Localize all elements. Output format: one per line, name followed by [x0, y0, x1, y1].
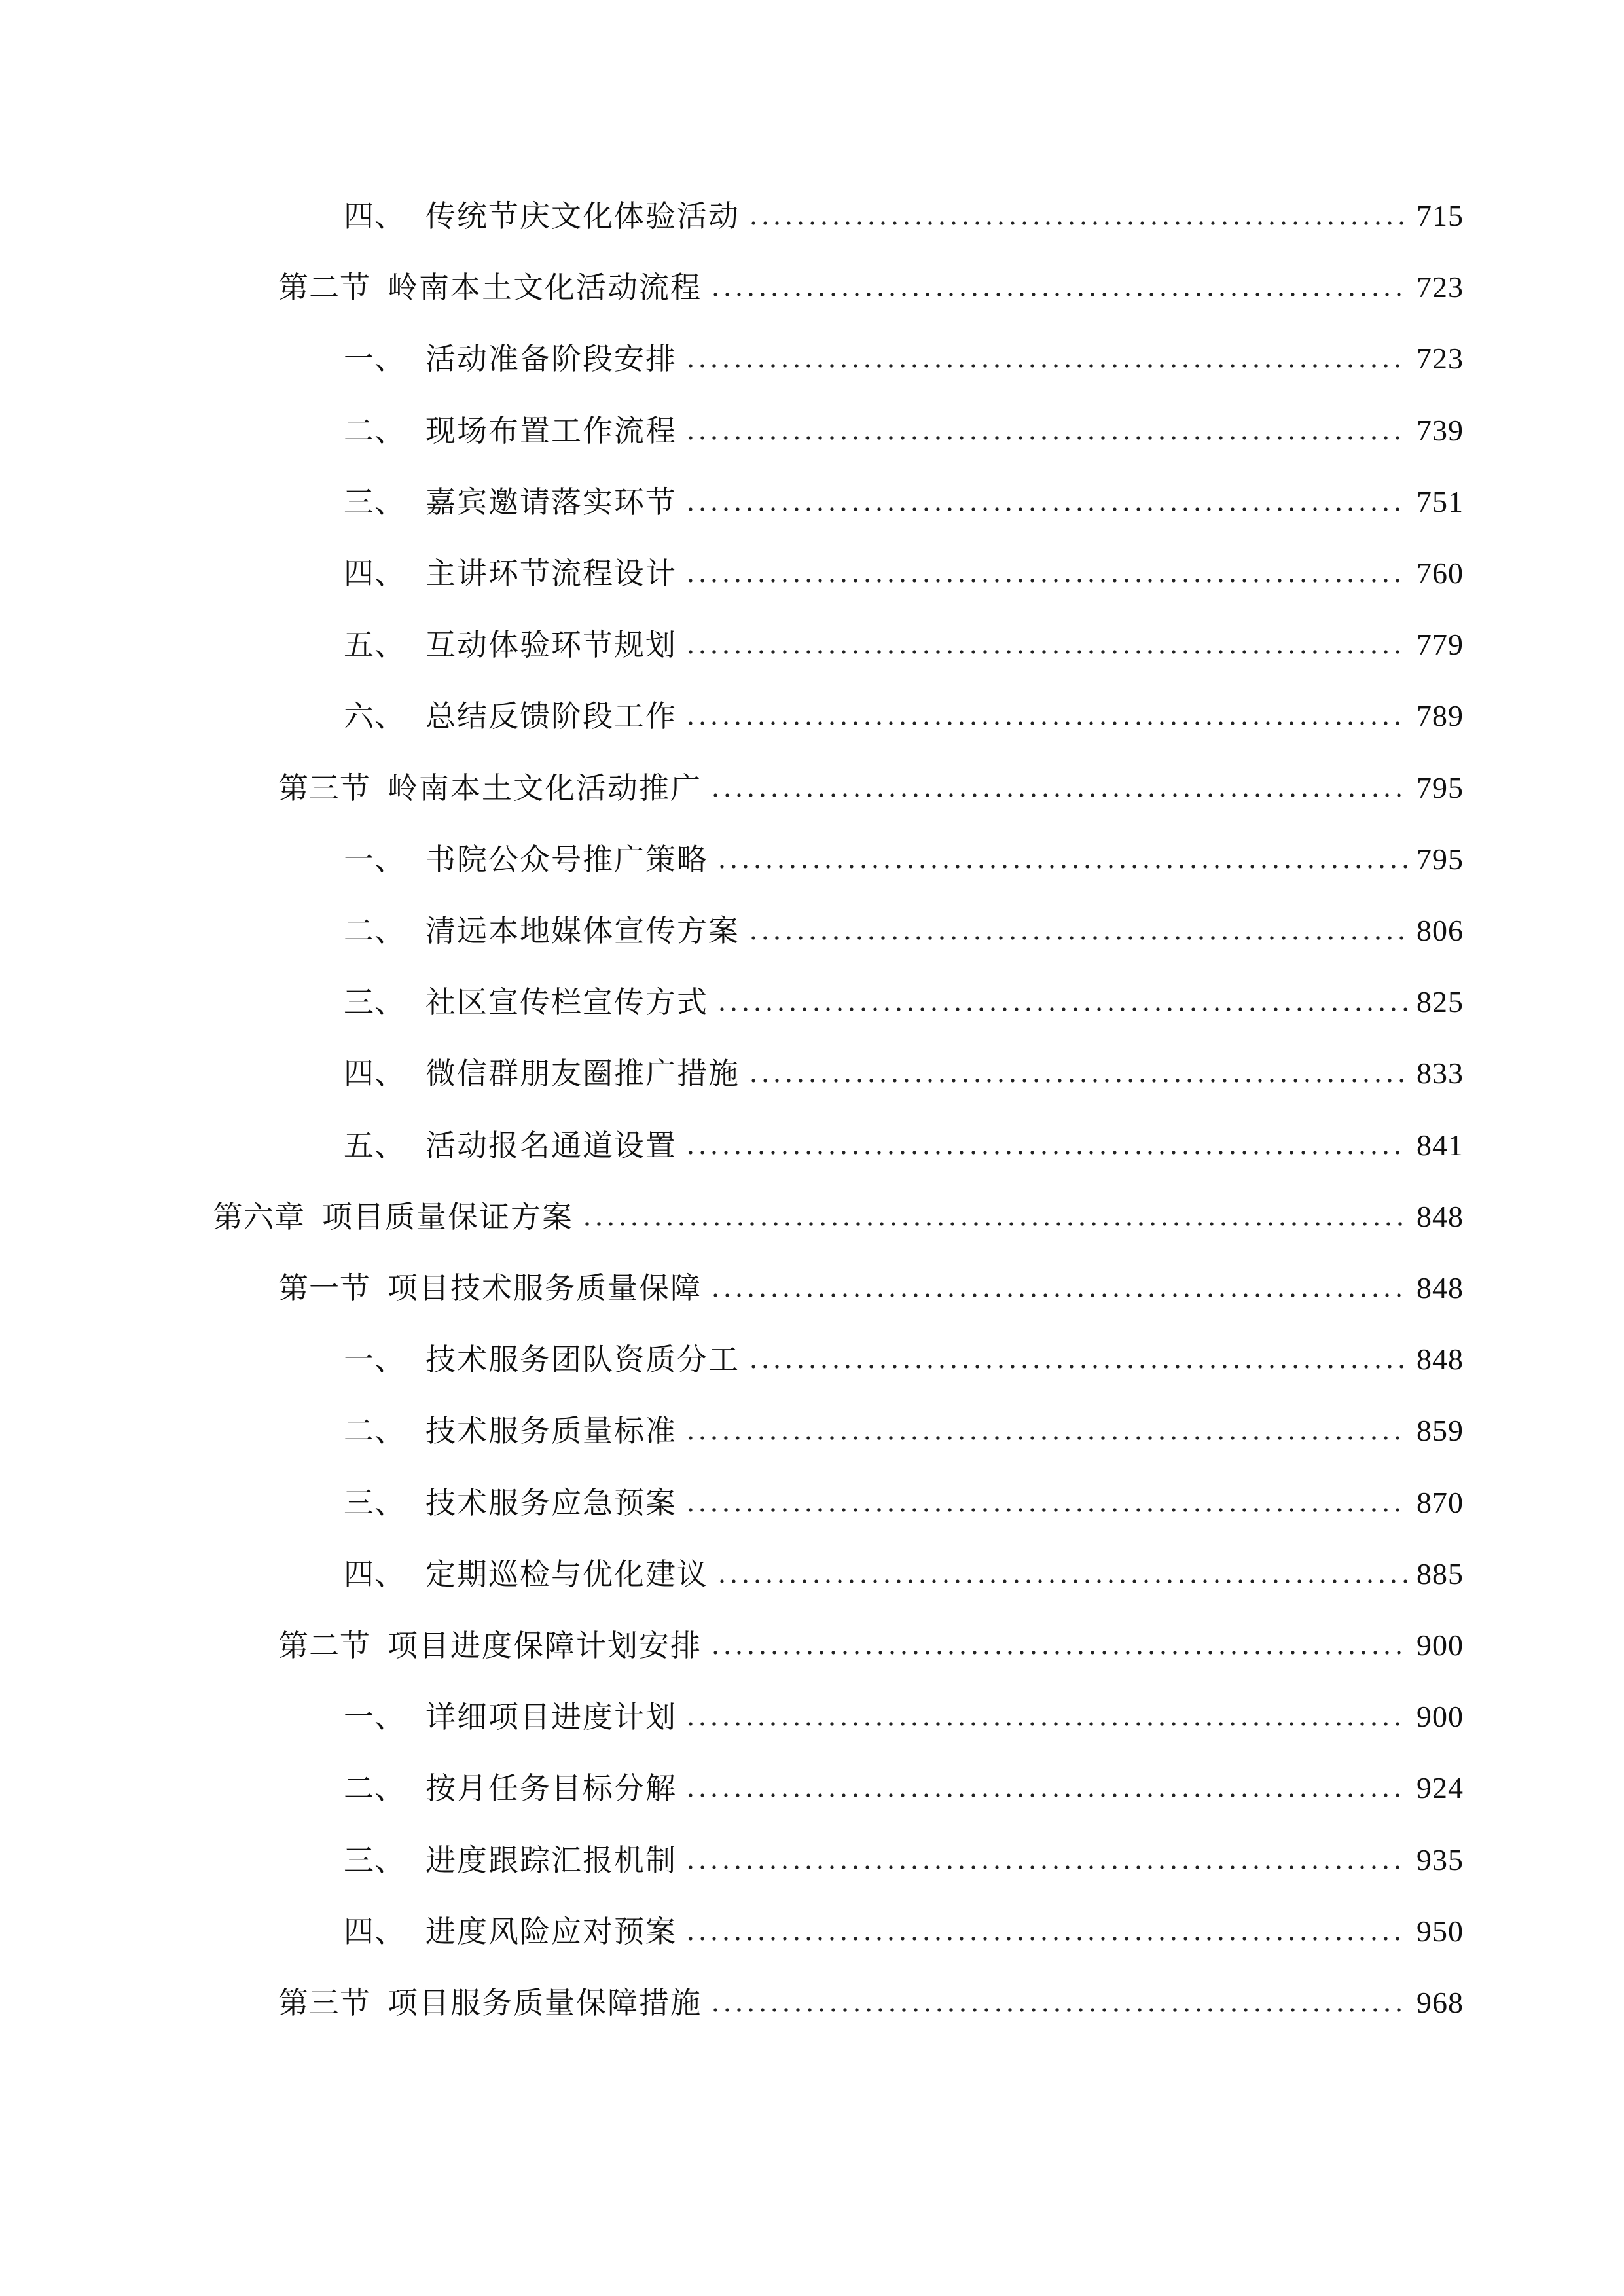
toc-entry-title: 社区宣传栏宣传方式 [425, 984, 708, 1020]
toc-entry[interactable] [344, 690, 1464, 742]
toc-entry-number: 一、 [344, 1342, 405, 1378]
toc-entry-page: 848 [1416, 1342, 1464, 1376]
toc-entry-page: 739 [1416, 413, 1464, 447]
dot-leader [716, 1579, 1407, 1583]
toc-entry-title: 项目服务质量保障措施 [388, 1985, 702, 2020]
toc-entry[interactable] [344, 190, 1464, 242]
toc-entry-title: 岭南本土文化活动流程 [388, 270, 702, 306]
toc-entry-number: 第三节 [278, 1985, 370, 2020]
toc-entry[interactable] [344, 476, 1464, 528]
toc-entry-number: 六、 [344, 698, 405, 734]
toc-entry-page: 859 [1416, 1414, 1464, 1448]
toc-entry-page: 900 [1416, 1700, 1464, 1734]
toc-entry-number: 第一节 [278, 1270, 370, 1306]
toc-entry-page: 968 [1416, 1986, 1464, 2019]
dot-leader [685, 1508, 1407, 1512]
toc-entry[interactable] [344, 976, 1464, 1028]
toc-entry-number: 第二节 [278, 270, 370, 306]
toc-entry-number: 五、 [344, 1127, 405, 1163]
toc-entry-page: 870 [1416, 1485, 1464, 1519]
toc-entry-title: 项目质量保证方案 [322, 1198, 573, 1234]
toc-entry-title: 技术服务质量标准 [425, 1413, 677, 1449]
dot-leader [685, 579, 1407, 583]
dot-leader [685, 721, 1407, 725]
toc-entry-title: 按月任务目标分解 [425, 1770, 677, 1806]
toc-entry-number: 第六章 [213, 1198, 305, 1234]
dot-leader [710, 293, 1407, 296]
toc-entry-number: 五、 [344, 627, 405, 663]
toc-entry-page: 848 [1416, 1199, 1464, 1233]
toc-entry-title: 技术服务团队资质分工 [425, 1342, 740, 1378]
toc-entry[interactable] [344, 1047, 1464, 1100]
dot-leader [685, 364, 1407, 368]
toc-entry-page: 806 [1416, 914, 1464, 947]
toc-entry-number: 二、 [344, 412, 405, 448]
toc-entry[interactable] [278, 261, 1464, 314]
toc-entry-number: 四、 [344, 1556, 405, 1592]
dot-leader [716, 1007, 1407, 1011]
toc-entry-number: 三、 [344, 984, 405, 1020]
dot-leader [748, 1079, 1407, 1083]
toc-entry[interactable] [344, 1691, 1464, 1743]
toc-entry-number: 一、 [344, 841, 405, 877]
toc-entry-page: 751 [1416, 484, 1464, 518]
dot-leader [748, 1365, 1407, 1369]
toc-entry[interactable] [344, 619, 1464, 671]
toc-entry-title: 项目技术服务质量保障 [388, 1270, 702, 1306]
toc-entry-page: 760 [1416, 556, 1464, 590]
toc-entry-number: 四、 [344, 1056, 405, 1092]
dot-leader [716, 865, 1407, 869]
toc-entry-number: 一、 [344, 341, 405, 377]
toc-entry-title: 进度风险应对预案 [425, 1913, 677, 1949]
toc-entry[interactable] [278, 762, 1464, 814]
toc-entry[interactable] [344, 1905, 1464, 1958]
dot-leader [685, 1937, 1407, 1941]
toc-entry-title: 微信群朋友圈推广措施 [425, 1056, 740, 1092]
dot-leader [581, 1222, 1407, 1226]
toc-entry-number: 三、 [344, 1484, 405, 1520]
toc-entry-title: 定期巡检与优化建议 [425, 1556, 708, 1592]
toc-entry[interactable] [344, 905, 1464, 957]
toc-entry-title: 互动体验环节规划 [425, 627, 677, 663]
toc-entry-title: 项目进度保障计划安排 [388, 1628, 702, 1663]
dot-leader [685, 507, 1407, 511]
toc-entry[interactable] [344, 1119, 1464, 1172]
toc-entry[interactable] [344, 1405, 1464, 1457]
dot-leader [710, 1293, 1407, 1297]
dot-leader [710, 1651, 1407, 1655]
dot-leader [685, 1722, 1407, 1726]
toc-entry-title: 清远本地媒体宣传方案 [425, 913, 740, 948]
toc-entry[interactable] [344, 332, 1464, 385]
toc-entry[interactable] [344, 404, 1464, 457]
toc-entry-page: 900 [1416, 1628, 1464, 1662]
toc-entry-title: 岭南本土文化活动推广 [388, 770, 702, 806]
dot-leader [685, 650, 1407, 654]
dot-leader [685, 1865, 1407, 1869]
toc-entry-number: 四、 [344, 1913, 405, 1949]
dot-leader [685, 436, 1407, 440]
toc-entry[interactable] [344, 833, 1464, 886]
dot-leader [685, 1436, 1407, 1440]
toc-entry[interactable] [344, 547, 1464, 600]
toc-entry[interactable] [278, 1262, 1464, 1314]
dot-leader [748, 221, 1407, 225]
toc-entry[interactable] [344, 1548, 1464, 1600]
toc-entry-page: 924 [1416, 1771, 1464, 1805]
dot-leader [710, 793, 1407, 797]
toc-entry-title: 进度跟踪汇报机制 [425, 1842, 677, 1878]
toc-entry-page: 833 [1416, 1056, 1464, 1090]
toc-entry[interactable] [344, 1333, 1464, 1386]
toc-entry-number: 三、 [344, 1842, 405, 1878]
toc-entry-title: 嘉宾邀请落实环节 [425, 484, 677, 520]
toc-entry-number: 三、 [344, 484, 405, 520]
dot-leader [710, 2008, 1407, 2012]
dot-leader [685, 1151, 1407, 1155]
toc-entry-number: 一、 [344, 1699, 405, 1735]
toc-entry-title: 活动准备阶段安排 [425, 341, 677, 377]
dot-leader [748, 936, 1407, 940]
toc-entry-number: 第三节 [278, 770, 370, 806]
toc-entry-page: 825 [1416, 985, 1464, 1019]
toc-entry-title: 书院公众号推广策略 [425, 841, 708, 877]
toc-entry-title: 技术服务应急预案 [425, 1484, 677, 1520]
toc-entry-number: 二、 [344, 913, 405, 948]
dot-leader [685, 1793, 1407, 1797]
toc-entry[interactable] [278, 1619, 1464, 1672]
toc-entry-number: 四、 [344, 556, 405, 591]
toc-entry-title: 活动报名通道设置 [425, 1127, 677, 1163]
toc-entry-page: 935 [1416, 1842, 1464, 1876]
toc-entry[interactable] [213, 1191, 1464, 1243]
toc-entry[interactable] [344, 1762, 1464, 1814]
toc-entry-page: 715 [1416, 199, 1464, 232]
toc-entry-page: 841 [1416, 1128, 1464, 1162]
toc-entry-title: 传统节庆文化体验活动 [425, 198, 740, 234]
toc-entry-page: 723 [1416, 342, 1464, 376]
toc-entry-number: 二、 [344, 1413, 405, 1449]
toc-entry-page: 723 [1416, 270, 1464, 304]
toc-entry-title: 详细项目进度计划 [425, 1699, 677, 1735]
toc-entry[interactable] [344, 1834, 1464, 1886]
toc-entry-page: 795 [1416, 842, 1464, 876]
toc-entry-number: 四、 [344, 198, 405, 234]
toc-entry[interactable] [344, 1477, 1464, 1529]
toc-entry-page: 885 [1416, 1556, 1464, 1590]
toc-entry-page: 848 [1416, 1271, 1464, 1304]
toc-entry-page: 950 [1416, 1914, 1464, 1948]
toc-entry-number: 二、 [344, 1770, 405, 1806]
toc-entry-page: 779 [1416, 628, 1464, 662]
toc-entry-title: 总结反馈阶段工作 [425, 698, 677, 734]
toc-entry-page: 795 [1416, 770, 1464, 804]
toc-entry-title: 主讲环节流程设计 [425, 556, 677, 591]
toc-entry-number: 第二节 [278, 1628, 370, 1663]
toc-entry-page: 789 [1416, 699, 1464, 733]
toc-entry-title: 现场布置工作流程 [425, 412, 677, 448]
toc-entry[interactable] [278, 1977, 1464, 2029]
